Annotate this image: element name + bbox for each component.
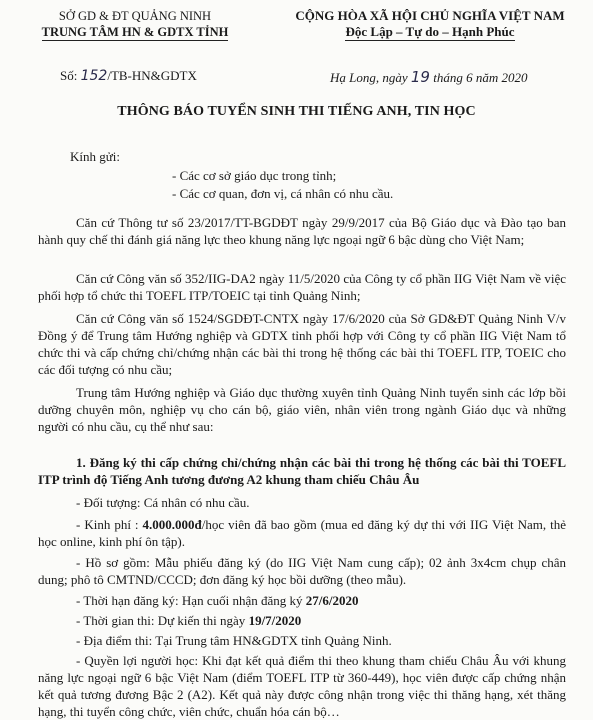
doc-number-suffix: /TB-HN&GDTX bbox=[107, 68, 197, 83]
recipient-1: - Các cơ sở giáo dục trong tỉnh; bbox=[172, 168, 337, 183]
kinh-phi-amount: 4.000.000đ bbox=[142, 517, 202, 532]
item-thoi-gian bbox=[38, 612, 566, 629]
paragraph-2: Căn cứ Công văn số 352/IIG-DA2 ngày 11/5/2020 của Công ty cổ phần IIG Việt Nam về việc phối hợp tổ chức thi TOEFL ITP/TOEIC tại tỉnh Quảng Ninh; bbox=[38, 271, 566, 303]
org-line-1: SỞ GD & ĐT QUẢNG NINH bbox=[58, 9, 212, 23]
doc-number-handwritten: 152 bbox=[80, 68, 108, 84]
place-date-prefix: Hạ Long, ngày bbox=[330, 70, 408, 85]
item-dia-diem: - Địa điểm thi: Tại Trung tâm HN&GDTX tỉnh Quảng Ninh. bbox=[76, 633, 392, 648]
document-title: THÔNG BÁO TUYỂN SINH THI TIẾNG ANH, TIN HỌC bbox=[117, 104, 476, 119]
item-kinh-phi bbox=[38, 516, 566, 550]
item-quyen-loi: - Quyền lợi người học: Khi đạt kết quả điểm thi theo khung tham chiếu Châu Âu với khung năng lực ngoại ngữ 6 bậc Việt Nam (điểm TOEFL ITP từ 360-449), học viên được cấp chứng nhận kết quả tương đương Bậc 2 (A2). Kết quả này được công nhận trong việc thi thăng hạng, xét thăng hạng, thi tuyển công chức, viên chức, chuẩn hóa cán bộ… bbox=[38, 653, 566, 719]
paragraph-1: Căn cứ Thông tư số 23/2017/TT-BGDĐT ngày 29/9/2017 của Bộ Giáo dục và Đào tạo ban hành quy chế thi đánh giá năng lực theo khung năng lực ngoại ngữ 6 bậc dùng cho Việt Nam; bbox=[38, 215, 566, 247]
greeting: Kính gửi: bbox=[70, 149, 121, 164]
place-date-day: 19 bbox=[410, 68, 430, 86]
thoi-gian-label: - Thời gian thi: Dự kiến thi ngày bbox=[76, 613, 249, 628]
item-ho-so: - Hồ sơ gồm: Mẫu phiếu đăng ký (do IIG Việt Nam cung cấp); 02 ảnh 3x4cm chụp chân dung; phô tô CMTND/CCCD; đơn đăng ký học bồi dưỡng (theo mẫu). bbox=[38, 555, 566, 587]
document-number bbox=[60, 68, 197, 84]
org-line-2: TRUNG TÂM HN & GDTX TỈNH bbox=[41, 25, 229, 39]
item-doi-tuong: - Đối tượng: Cá nhân có nhu cầu. bbox=[76, 495, 250, 510]
national-header bbox=[272, 8, 588, 41]
nation-line-1: CỘNG HÒA XÃ HỘI CHỦ NGHĨA VIỆT NAM bbox=[295, 8, 565, 23]
place-date-suffix: tháng 6 năm 2020 bbox=[433, 70, 528, 85]
thoi-han-date: 27/6/2020 bbox=[305, 593, 359, 608]
recipient-2: - Các cơ quan, đơn vị, cá nhân có nhu cầu. bbox=[172, 186, 394, 201]
issuing-organization bbox=[10, 8, 260, 41]
thoi-gian-date: 19/7/2020 bbox=[248, 613, 302, 628]
thoi-han-label: - Thời hạn đăng ký: Hạn cuối nhận đăng ký bbox=[76, 593, 306, 608]
item-thoi-han bbox=[38, 592, 566, 609]
paragraph-4: Trung tâm Hướng nghiệp và Giáo dục thường xuyên tỉnh Quảng Ninh tuyển sinh các lớp bồi dưỡng chuyên môn, nghiệp vụ cho cán bộ, giáo viên, nhân viên trong ngành Giáo dục và những người có nhu cầu, cụ thể như sau: bbox=[38, 385, 566, 434]
kinh-phi-detail: /học viên đã bao gồm (mua ed đăng ký dự thi với IIG Việt Nam, thẻ học online, kinh phí ôn tập). bbox=[38, 517, 566, 549]
doc-number-prefix: Số: bbox=[60, 68, 78, 83]
place-date bbox=[330, 68, 527, 86]
section-1-title: 1. Đăng ký thi cấp chứng chỉ/chứng nhận các bài thi trong hệ thống các bài thi TOEFL ITP trình độ Tiếng Anh tương đương A2 khung tham chiếu Châu Âu bbox=[38, 455, 566, 487]
paragraph-3: Căn cứ Công văn số 1524/SGDĐT-CNTX ngày 17/6/2020 của Sở GD&ĐT Quảng Ninh V/v Đồng ý để Trung tâm Hướng nghiệp và GDTX tỉnh phối hợp với Công ty cổ phần IIG Việt Nam tổ chức thi và cấp chứng chỉ/chứng nhận các bài thi trong hệ thống các bài thi TOEFL ITP, TOEIC cho các đối tượng có nhu cầu; bbox=[38, 311, 566, 377]
kinh-phi-label: - Kinh phí : bbox=[76, 517, 143, 532]
nation-motto: Độc Lập – Tự do – Hạnh Phúc bbox=[345, 24, 515, 39]
